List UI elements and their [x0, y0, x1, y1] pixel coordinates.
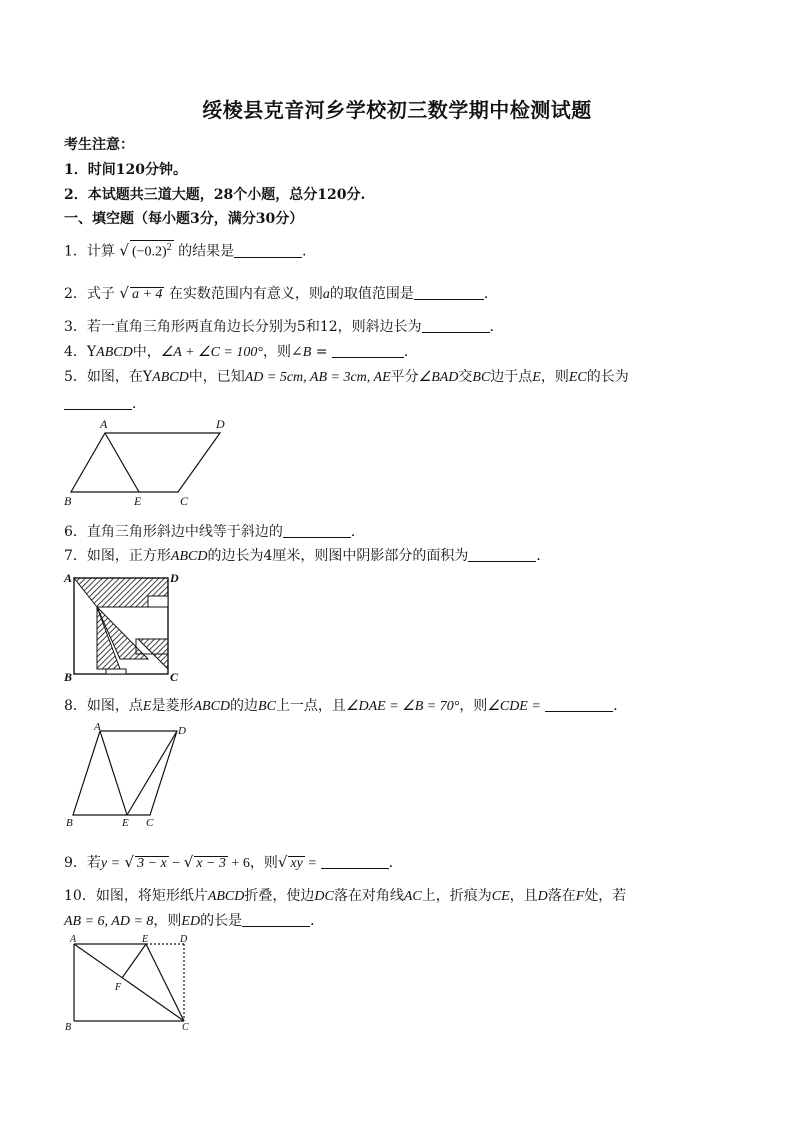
- answer-blank[interactable]: [283, 523, 351, 538]
- q9-radicand-2: x − 3: [196, 856, 226, 871]
- segment-ef: [122, 944, 146, 978]
- q9-radicand-1: 3 − x: [137, 856, 167, 871]
- answer-blank[interactable]: [321, 854, 389, 869]
- label-a: A: [64, 571, 73, 585]
- label-e: E: [142, 934, 149, 945]
- notice-heading: 考生注意：: [64, 137, 134, 153]
- q2-radicand: a + 4: [131, 287, 163, 302]
- label-d: D: [180, 934, 188, 945]
- question-3: 3．若一直角三角形两直角边长分别为5和12，则斜边长为 ．: [64, 319, 504, 335]
- sqrt-sign: √: [277, 853, 288, 871]
- question-6: 6．直角三角形斜边中线等于斜边的 ．: [64, 524, 365, 540]
- sqrt-sign: √: [183, 853, 194, 871]
- question-4: 4．YABCD中，∠A + ∠C = 100°，则∠B = ．: [64, 344, 418, 360]
- white-notch: [148, 596, 168, 607]
- figure-folded-rectangle: [60, 932, 200, 1034]
- segment-ae: [100, 731, 127, 815]
- label-a: A: [94, 721, 101, 733]
- label-b: B: [66, 817, 73, 829]
- question-5-cont: ．: [64, 393, 146, 413]
- answer-blank[interactable]: [234, 243, 302, 258]
- label-f: F: [115, 982, 122, 993]
- question-2: 2．式子 √ a + 4 在实数范围内有意义，则a的取值范围是 ．: [64, 284, 498, 302]
- label-b: B: [64, 670, 73, 684]
- sqrt-sign: √: [119, 241, 129, 260]
- sqrt-sign: √: [124, 853, 135, 871]
- answer-blank[interactable]: [414, 285, 484, 300]
- label-a: A: [100, 417, 108, 431]
- question-7: 7．如图，正方形ABCD的边长为4厘米，则图中阴影部分的面积为 ．: [64, 548, 551, 564]
- answer-blank[interactable]: [332, 343, 404, 358]
- rhombus-abcd: [73, 731, 177, 815]
- bottom-notch: [106, 669, 126, 674]
- label-a: A: [70, 934, 77, 945]
- sqrt-sign: √: [119, 284, 129, 302]
- question-9: 9．若y = √ 3 − x − √ x − 3 + 6，则√ xy = ．: [64, 853, 403, 871]
- label-c: C: [170, 670, 179, 684]
- label-e: E: [122, 817, 129, 829]
- question-1: 1．计算 √ $(-0.2)^2$ 的结果是 ．: [64, 241, 317, 260]
- label-c: C: [146, 817, 154, 829]
- answer-blank[interactable]: [64, 395, 132, 410]
- figure-rhombus: [60, 720, 200, 832]
- parallelogram-abcd: [71, 433, 220, 492]
- page-title: 绥棱县克音河乡学校初三数学期中检测试题: [202, 98, 592, 122]
- question-8: 8．如图，点E是菱形ABCD的边BC上一点，且∠DAE = ∠B = 70°，则∠CDE = ．: [64, 698, 628, 714]
- figure-square-shaded: [60, 569, 190, 685]
- segment-de: [127, 731, 177, 815]
- answer-blank[interactable]: [545, 697, 613, 712]
- label-c: C: [182, 1022, 189, 1033]
- label-d: D: [170, 571, 179, 585]
- figure-parallelogram: [60, 416, 240, 510]
- question-10-cont: AB = 6, AD = 8，则ED的长是 ．: [64, 913, 325, 929]
- answer-blank[interactable]: [422, 318, 490, 333]
- label-c: C: [180, 494, 189, 508]
- answer-blank[interactable]: [242, 912, 310, 927]
- label-d: D: [178, 725, 186, 737]
- note-1: 1．时间120分钟。: [64, 162, 187, 178]
- label-e: E: [134, 494, 142, 508]
- note-2: 2．本试题共三道大题，28个小题，总分120分.: [64, 187, 366, 203]
- crease-ce: [146, 944, 184, 1021]
- q1-radicand: $(-0.2)^2$: [131, 242, 172, 260]
- question-10: 10．如图，将矩形纸片ABCD折叠，使边DC落在对角线AC上，折痕为CE，且D落在F处，若: [64, 888, 627, 904]
- diagonal-ac: [74, 944, 184, 1021]
- q9-radicand-3: xy: [290, 856, 303, 871]
- section-heading: 一、填空题（每小题3分，满分30分）: [64, 211, 304, 227]
- segment-ae: [105, 433, 139, 492]
- label-d: D: [216, 417, 225, 431]
- label-b: B: [65, 1022, 72, 1033]
- question-5: 5．如图，在YABCD中，已知AD = 5cm, AB = 3cm, AE平分∠BAD交BC边于点E，则EC的长为: [64, 369, 629, 385]
- label-b: B: [64, 494, 72, 508]
- answer-blank[interactable]: [468, 547, 536, 562]
